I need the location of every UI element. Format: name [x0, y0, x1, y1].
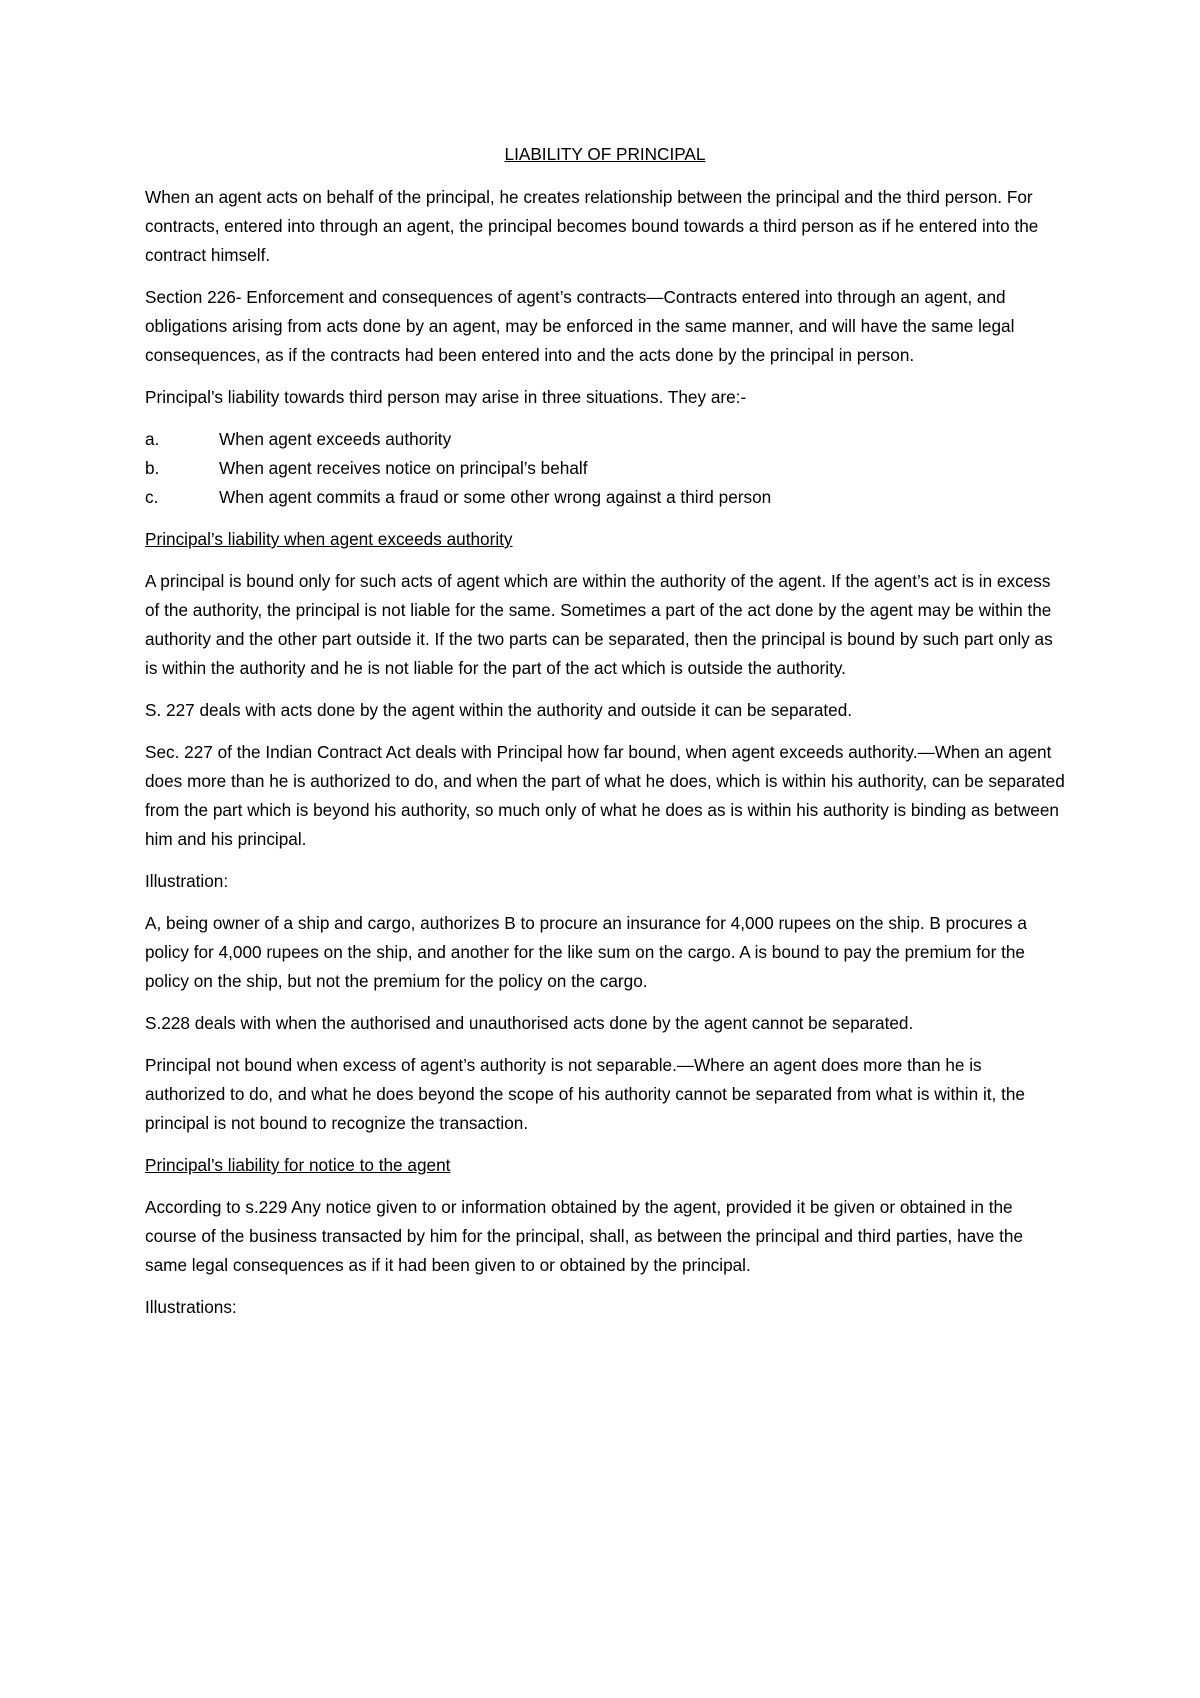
illustration-label: Illustration: [145, 871, 229, 891]
list-item-text: When agent commits a fraud or some other wrong against a third person [219, 487, 772, 507]
document-page [145, 140, 1065, 1335]
page-title: LIABILITY OF PRINCIPAL [504, 144, 706, 164]
s227-summary: S. 227 deals with acts done by the agent within the authority and outside it can be separated. [145, 700, 853, 720]
list-item [145, 454, 1065, 483]
list-marker: c. [145, 487, 159, 507]
heading-notice-to-agent: Principal’s liability for notice to the agent [145, 1155, 451, 1175]
heading-exceeds-authority: Principal’s liability when agent exceeds authority [145, 529, 513, 549]
s228-full-text: Principal not bound when excess of agent’s authority is not separable.—Where an agent does more than he is authorized to do, and what he does beyond the scope of his authority cannot be separated from what is within it, the principal is not bound to recognize the transaction. [145, 1055, 1025, 1133]
list-item-text: When agent exceeds authority [219, 429, 452, 449]
list-marker: a. [145, 429, 160, 449]
section-226-paragraph: Section 226- Enforcement and consequences of agent’s contracts—Contracts entered into through an agent, and obligations arising from acts done by an agent, may be enforced in the same manner, and will have the same legal consequences, as if the contracts had been entered into and the acts done by the principal in person. [145, 287, 1015, 365]
list-item [145, 425, 1065, 454]
list-item [145, 483, 1065, 512]
list-item-text: When agent receives notice on principal’s behalf [219, 458, 588, 478]
s227-full-text: Sec. 227 of the Indian Contract Act deals with Principal how far bound, when agent exceeds authority.—When an agent does more than he is authorized to do, and when the part of what he does, which is within his authority, can be separated from the part which is beyond his authority, so much only of what he does as is within his authority is binding as between him and his principal. [145, 742, 1065, 849]
exceeds-authority-paragraph: A principal is bound only for such acts of agent which are within the authority of the agent. If the agent’s act is in excess of the authority, the principal is not liable for the same. Sometimes a part of the act done by the agent may be within the authority and the other part outside it. If the two parts can be separated, then the principal is bound by such part only as is within the authority and he is not liable for the part of the act which is outside the authority. [145, 571, 1053, 678]
illustrations-label: Illustrations: [145, 1297, 237, 1317]
s228-summary: S.228 deals with when the authorised and unauthorised acts done by the agent cannot be separated. [145, 1013, 914, 1033]
list-marker: b. [145, 458, 160, 478]
situations-list [145, 425, 1065, 512]
situations-intro: Principal’s liability towards third person may arise in three situations. They are:- [145, 387, 747, 407]
s229-paragraph: According to s.229 Any notice given to or information obtained by the agent, provided it be given or obtained in the course of the business transacted by him for the principal, shall, as between the principal and third parties, have the same legal consequences as if it had been given to or obtained by the principal. [145, 1197, 1024, 1275]
illustration-text: A, being owner of a ship and cargo, authorizes B to procure an insurance for 4,000 rupees on the ship. B procures a policy for 4,000 rupees on the ship, and another for the like sum on the cargo. A is bound to pay the premium for the policy on the ship, but not the premium for the policy on the cargo. [145, 913, 1027, 991]
intro-paragraph: When an agent acts on behalf of the principal, he creates relationship between the principal and the third person. For contracts, entered into through an agent, the principal becomes bound towards a third person as if he entered into the contract himself. [145, 187, 1039, 265]
